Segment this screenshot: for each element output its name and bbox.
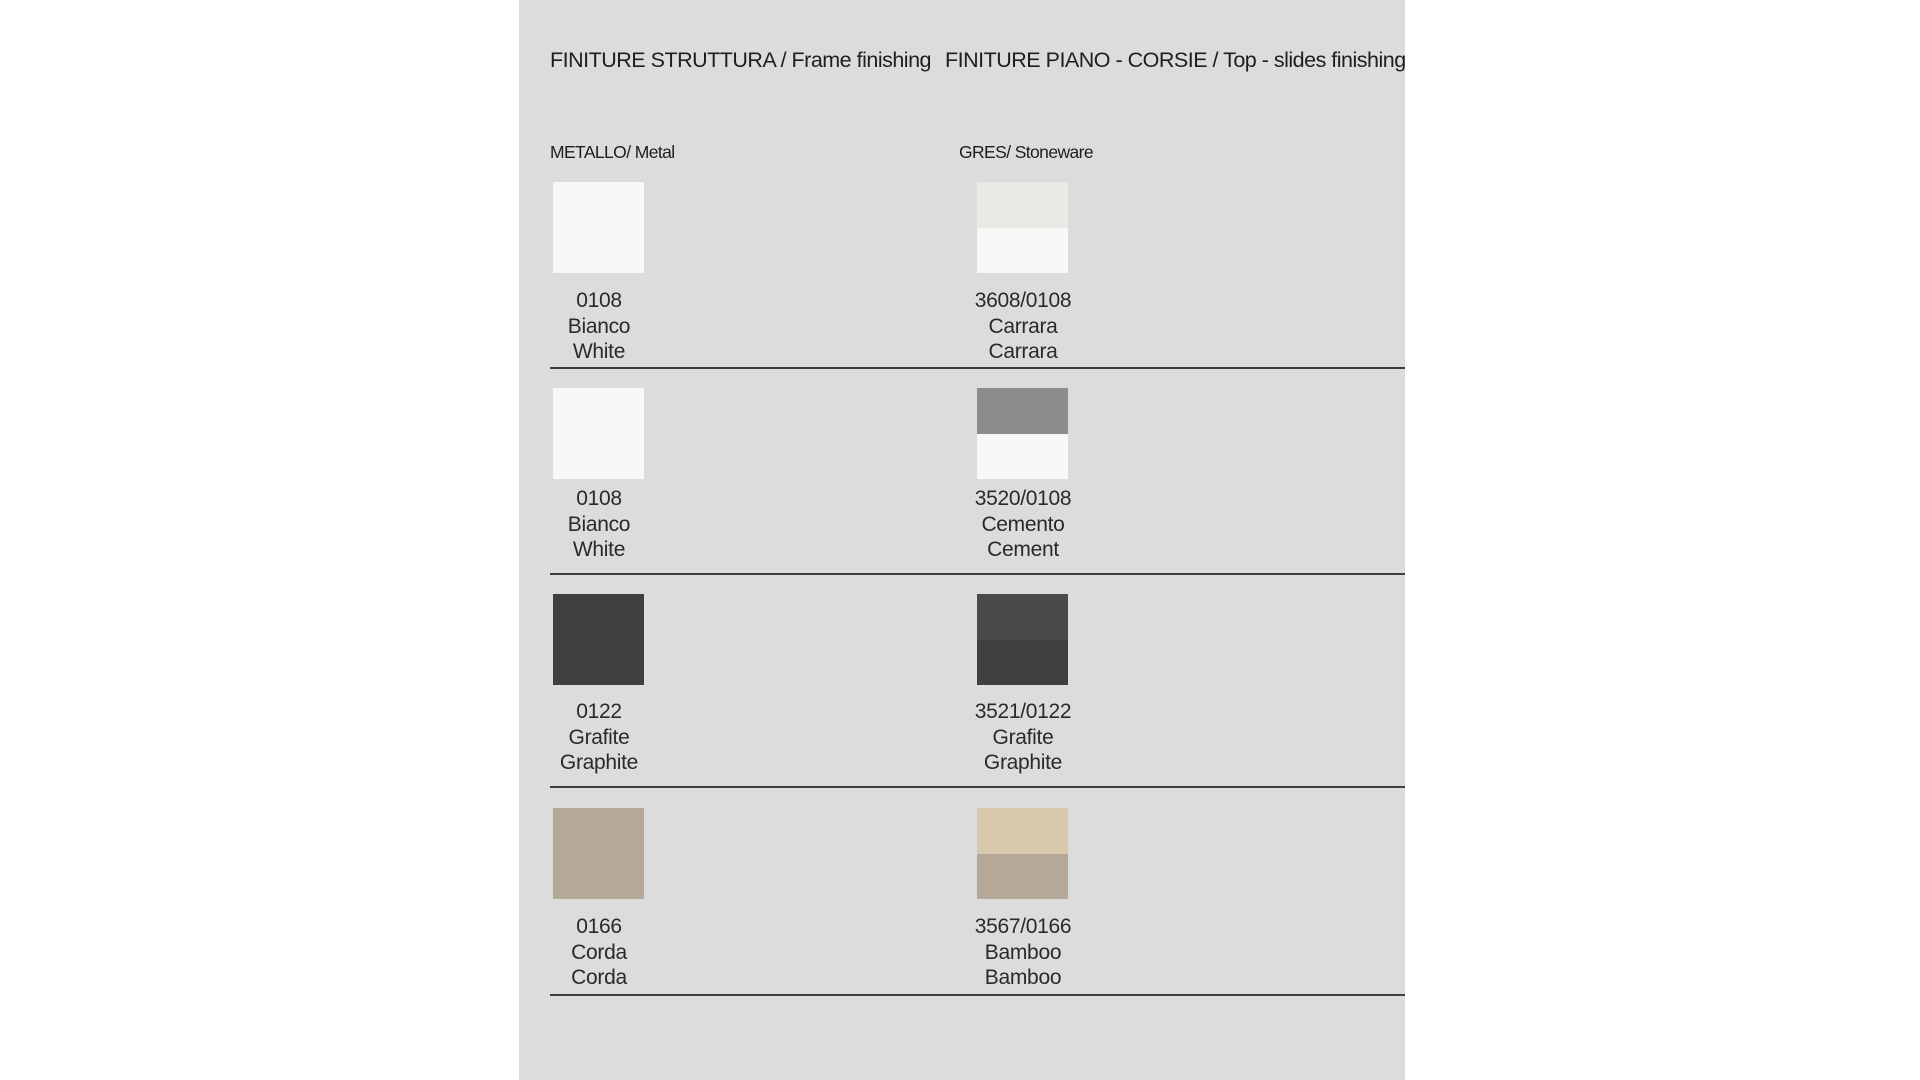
finish-name-it: Grafite <box>568 725 630 749</box>
finish-name-it: Carrara <box>988 314 1058 338</box>
finish-code: 3520/0108 <box>974 487 1072 510</box>
frame-swatch-fill <box>553 640 644 686</box>
frame-caption-row3 <box>519 699 679 776</box>
finish-name-it: Bamboo <box>984 940 1062 964</box>
top-finishing-header: FINITURE PIANO - CORSIE / Top - slides finishing <box>945 48 1406 72</box>
frame-caption-row2 <box>519 486 679 563</box>
row-divider <box>550 573 1405 575</box>
top-surface-swatch <box>977 594 1068 640</box>
frame-finishing-header: FINITURE STRUTTURA / Frame finishing <box>550 48 931 72</box>
finish-code: 0108 <box>576 289 622 312</box>
metal-subheader: METALLO/ Metal <box>550 142 675 162</box>
finish-name-en: Bamboo <box>984 966 1062 989</box>
frame-swatch-row1 <box>553 182 644 273</box>
finish-name-en: White <box>572 340 626 363</box>
finish-name-en: Cement <box>987 538 1059 561</box>
stoneware-subheader: GRES/ Stoneware <box>959 142 1093 162</box>
frame-caption-row1 <box>519 288 679 365</box>
finish-code: 3608/0108 <box>974 289 1072 312</box>
frame-swatch-fill <box>553 854 644 900</box>
finish-name-en: White <box>572 538 626 561</box>
finish-name-it: Cemento <box>981 512 1065 536</box>
top-surface-swatch <box>977 808 1068 854</box>
finish-code: 3567/0166 <box>974 915 1072 938</box>
frame-color-swatch <box>977 228 1068 274</box>
finishing-sheet <box>519 0 1405 1080</box>
finish-name-en: Graphite <box>559 751 639 774</box>
finish-name-it: Corda <box>571 940 627 964</box>
finish-name-it: Bianco <box>567 512 631 536</box>
finish-name-en: Graphite <box>983 751 1063 774</box>
finish-code: 0122 <box>576 700 622 723</box>
top-surface-swatch <box>977 182 1068 228</box>
frame-color-swatch <box>977 640 1068 686</box>
top-swatch-row3 <box>977 594 1068 685</box>
finish-code: 3521/0122 <box>974 700 1072 723</box>
frame-swatch-fill <box>553 594 644 640</box>
finish-code: 0166 <box>576 915 622 938</box>
top-surface-swatch <box>977 388 1068 434</box>
frame-swatch-row4 <box>553 808 644 899</box>
frame-swatch-fill <box>553 182 644 228</box>
row-divider <box>550 994 1405 996</box>
top-swatch-row1 <box>977 182 1068 273</box>
frame-color-swatch <box>977 434 1068 480</box>
finish-name-en: Carrara <box>988 340 1058 363</box>
finish-name-it: Grafite <box>992 725 1054 749</box>
frame-swatch-fill <box>553 808 644 854</box>
frame-swatch-row2 <box>553 388 644 479</box>
frame-swatch-fill <box>553 434 644 480</box>
finish-name-it: Bianco <box>567 314 631 338</box>
frame-swatch-row3 <box>553 594 644 685</box>
top-swatch-row2 <box>977 388 1068 479</box>
frame-swatch-fill <box>553 388 644 434</box>
frame-color-swatch <box>977 854 1068 900</box>
top-caption-row2 <box>943 486 1103 563</box>
finish-name-en: Corda <box>571 966 627 989</box>
row-divider <box>550 786 1405 788</box>
frame-caption-row4 <box>519 914 679 991</box>
row-divider <box>550 367 1405 369</box>
top-caption-row4 <box>943 914 1103 991</box>
top-caption-row3 <box>943 699 1103 776</box>
top-caption-row1 <box>943 288 1103 365</box>
top-swatch-row4 <box>977 808 1068 899</box>
finish-code: 0108 <box>576 487 622 510</box>
frame-swatch-fill <box>553 228 644 274</box>
